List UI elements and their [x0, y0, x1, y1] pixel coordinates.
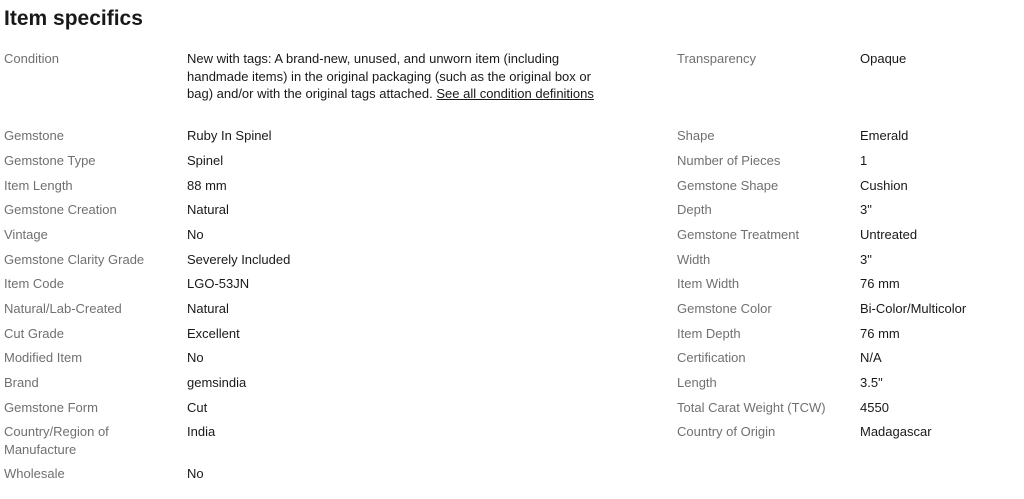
spec-label: Country of Origin: [677, 424, 776, 439]
spec-value: India: [187, 424, 216, 439]
spec-label: Item Depth: [677, 326, 741, 341]
spec-value: No: [187, 466, 204, 481]
spec-label: Gemstone Form: [4, 400, 98, 415]
spec-label: Gemstone Type: [4, 153, 96, 168]
spec-value: 88 mm: [187, 178, 227, 193]
spec-value: N/A: [860, 350, 882, 365]
spec-label: Natural/Lab-Created: [4, 301, 122, 316]
spec-value: Emerald: [860, 128, 909, 143]
spec-value: Severely Included: [187, 252, 291, 267]
spec-label: Condition: [4, 51, 59, 66]
spec-value: 3.5": [860, 375, 883, 390]
spec-label: Transparency: [677, 51, 756, 66]
spec-label: Total Carat Weight (TCW): [677, 400, 826, 415]
spec-label: Certification: [677, 350, 746, 365]
spec-label: Gemstone Shape: [677, 178, 779, 193]
spec-value: No: [187, 227, 204, 242]
spec-label: Length: [677, 375, 717, 390]
spec-value: Cut: [187, 400, 208, 415]
condition-text: New with tags: A brand-new, unused, and unworn item (including handmade items) in the original packaging (such as the original box or bag) and/or with the original tags attached.: [187, 51, 591, 101]
spec-value: Ruby In Spinel: [187, 128, 272, 143]
spec-label: Gemstone Color: [677, 301, 772, 316]
section-title: Item specifics: [4, 7, 143, 30]
spec-label: Country/Region of Manufacture: [4, 424, 109, 457]
spec-label: Number of Pieces: [677, 153, 781, 168]
spec-label: Cut Grade: [4, 326, 64, 341]
condition-definitions-link[interactable]: See all condition definitions: [436, 86, 594, 101]
spec-value: LGO-53JN: [187, 276, 250, 291]
spec-label: Item Code: [4, 276, 64, 291]
spec-value: 76 mm: [860, 276, 900, 291]
spec-value: Madagascar: [860, 424, 932, 439]
spec-label: Vintage: [4, 227, 48, 242]
spec-label: Depth: [677, 202, 712, 217]
spec-value: 76 mm: [860, 326, 900, 341]
spec-label: Brand: [4, 375, 39, 390]
spec-value: gemsindia: [187, 375, 247, 390]
spec-value: Untreated: [860, 227, 918, 242]
spec-value: 3": [860, 202, 872, 217]
spec-label: Gemstone Clarity Grade: [4, 252, 145, 267]
spec-label: Gemstone: [4, 128, 64, 143]
spec-value: Natural: [187, 202, 229, 217]
spec-label: Gemstone Treatment: [677, 227, 800, 242]
spec-label: Item Width: [677, 276, 740, 291]
spec-value: 4550: [860, 400, 889, 415]
spec-value: Bi-Color/Multicolor: [860, 301, 967, 316]
spec-label: Shape: [677, 128, 715, 143]
spec-label: Wholesale: [4, 466, 65, 481]
spec-value: Opaque: [860, 51, 907, 66]
spec-label: Item Length: [4, 178, 73, 193]
spec-value: Cushion: [860, 178, 908, 193]
spec-label: Width: [677, 252, 711, 267]
spec-value: 3": [860, 252, 872, 267]
spec-value: Natural: [187, 301, 229, 316]
spec-label: Modified Item: [4, 350, 83, 365]
spec-value: 1: [860, 153, 868, 168]
spec-value: Spinel: [187, 153, 224, 168]
spec-label: Gemstone Creation: [4, 202, 117, 217]
spec-value: No: [187, 350, 204, 365]
spec-value: Excellent: [187, 326, 240, 341]
